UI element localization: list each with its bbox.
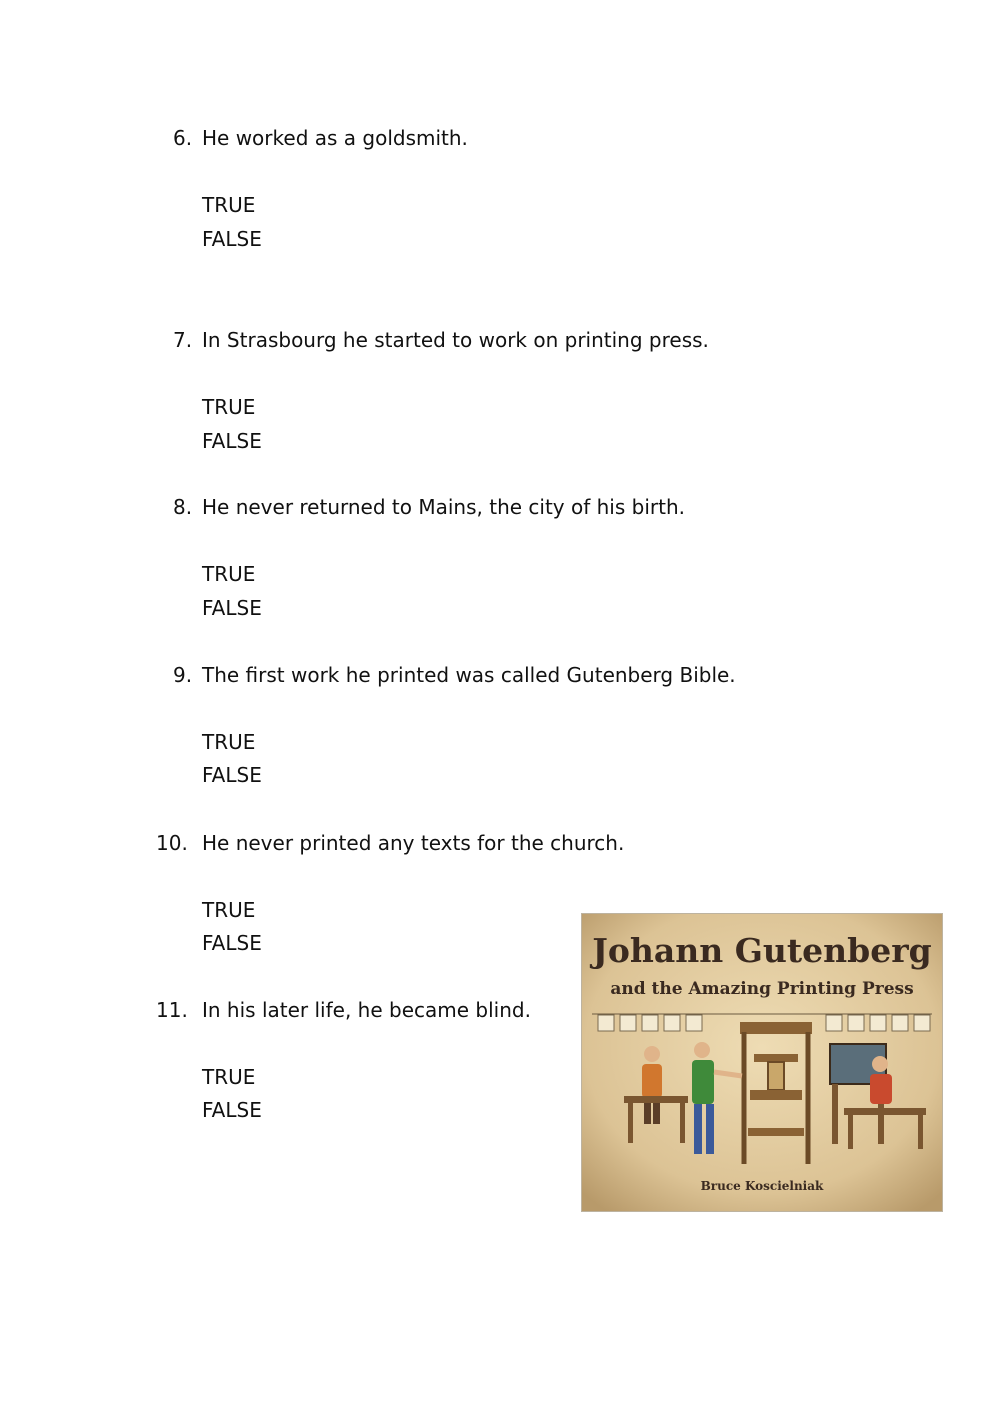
question-text: He never returned to Mains, the city of his birth. [202,495,685,519]
cover-subtitle: and the Amazing Printing Press [610,979,914,999]
question-number: 8. [173,495,193,519]
question-number: 11. [156,998,188,1022]
question-number: 6. [173,126,193,150]
question-number: 9. [173,663,193,687]
option-true[interactable]: TRUE [202,193,256,217]
option-false[interactable]: FALSE [202,1098,262,1122]
option-true[interactable]: TRUE [202,1065,256,1089]
book-cover-image [581,913,943,1212]
option-true[interactable]: TRUE [202,395,256,419]
question-text: He worked as a goldsmith. [202,126,468,150]
cover-author: Bruce Koscielniak [700,1179,824,1193]
question-text: The first work he printed was called Gutenberg Bible. [202,663,736,687]
question-number: 10. [156,831,188,855]
option-true[interactable]: TRUE [202,562,256,586]
option-false[interactable]: FALSE [202,227,262,251]
option-false[interactable]: FALSE [202,931,262,955]
question-text: In Strasbourg he started to work on printing press. [202,328,709,352]
cover-title: Johann Gutenberg [592,931,932,970]
option-true[interactable]: TRUE [202,898,256,922]
option-false[interactable]: FALSE [202,763,262,787]
option-true[interactable]: TRUE [202,730,256,754]
book-cover-illustration [582,914,942,1211]
option-false[interactable]: FALSE [202,429,262,453]
question-text: He never printed any texts for the church. [202,831,625,855]
question-number: 7. [173,328,193,352]
option-false[interactable]: FALSE [202,596,262,620]
question-text: In his later life, he became blind. [202,998,531,1022]
